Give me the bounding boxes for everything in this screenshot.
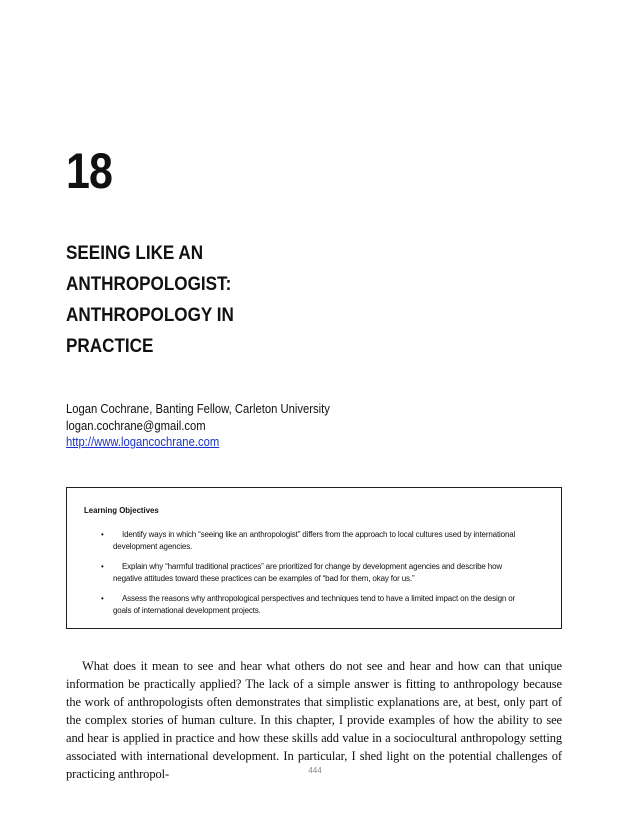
author-email: logan.cochrane@gmail.com [66,418,206,433]
learning-objective-item [101,593,517,617]
learning-objective-item [101,561,517,585]
author-website-link[interactable]: http://www.logancochrane.com [66,435,220,449]
chapter-title-line: PRACTICE [66,336,154,357]
learning-objective-text: Assess the reasons why anthropological perspectives and techniques tend to have a limited impact on the design or goals of international development projects. [113,594,516,615]
chapter-title [66,238,366,362]
learning-objective-text: Explain why “harmful traditional practices” are prioritized for change by development agencies and describe how negative attitudes toward these practices can be examples of “bad for them, okay for us.” [113,562,503,583]
author-block [66,401,359,451]
chapter-title-line: SEEING LIKE AN [66,243,204,264]
bullet-icon: • [101,594,104,603]
body-paragraph: What does it mean to see and hear what others do not see and hear and how can that unique information be practically applied? The lack of a simple answer is fitting to anthropology because the work of anthropologists often demonstrates that simplistic explanations are, at best, only part of the complex stories of human culture. In this chapter, I provide examples of how the ability to see and hear is applied in practice and how these skills add value in a sociocultural anthropology setting associated with international development. In particular, I shed light on the potential challenges of practicing anthropol- [66,659,562,781]
chapter-title-line: ANTHROPOLOGIST: [66,274,232,295]
chapter-number: 18 [66,143,113,199]
chapter-title-line: ANTHROPOLOGY IN [66,305,234,326]
page-number: 444 [308,766,322,775]
bullet-icon: • [101,562,104,571]
bullet-icon: • [101,530,104,539]
learning-objective-item [101,529,517,553]
author-name: Logan Cochrane, Banting Fellow, Carleton University [66,402,330,416]
learning-objectives-box [66,487,562,629]
learning-objective-text: Identify ways in which “seeing like an anthropologist” differs from the approach to local cultures used by international development agencies. [113,530,516,551]
learning-objectives-heading: Learning Objectives [84,505,159,515]
